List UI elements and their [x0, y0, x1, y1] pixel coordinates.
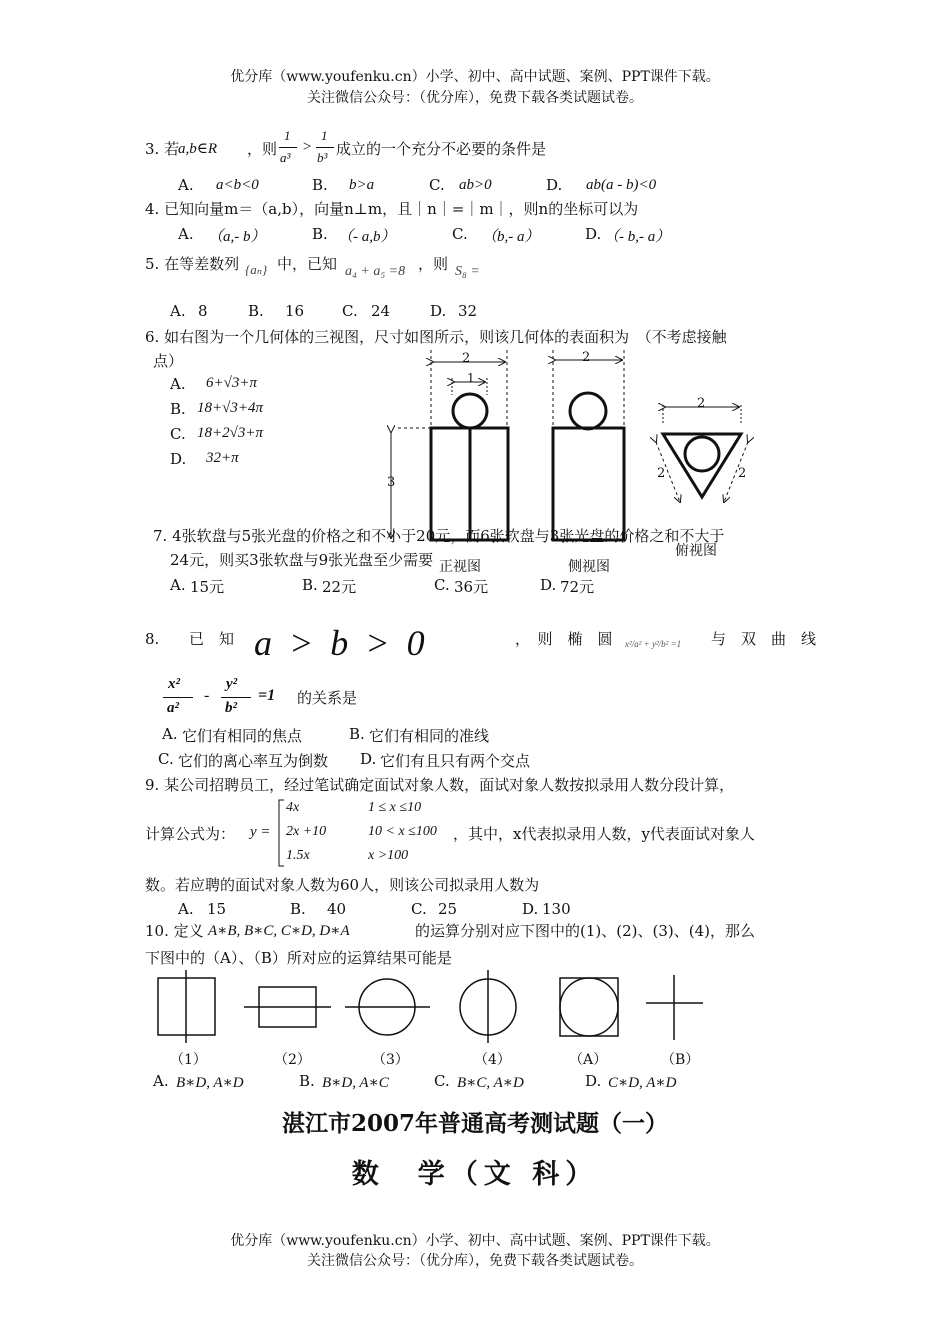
q6-line-2: 点）: [153, 352, 184, 370]
q8-option-c-label: C.: [158, 750, 174, 768]
q3-cond: a,b∈R: [178, 141, 218, 157]
q4-option-d-label: D.: [585, 225, 602, 243]
q9-option-a-label: A.: [178, 900, 194, 918]
q5-option-a-label: A.: [170, 302, 186, 320]
q10-fig-label-4: （4）: [474, 1052, 511, 1068]
q7-line-2: 24元，则买3张软盘与9张光盘至少需要: [170, 551, 434, 569]
q4-option-b: （- a,b）: [338, 229, 396, 245]
q3-mid: ，则: [247, 140, 278, 158]
q6-top-view-label: 俯视图: [675, 543, 717, 559]
q8-ellipse: x²/a² + y²/b² =1: [625, 639, 682, 649]
q9-line-3: 数。若应聘的面试对象人数为60人，则该公司拟录用人数为: [145, 876, 540, 894]
q3-frac2-den: b³: [317, 150, 328, 165]
q3-frac2-num: 1: [321, 128, 328, 143]
q10-fig-label-b: （B）: [661, 1052, 700, 1068]
q8-number: 8.: [145, 630, 160, 648]
q3-option-b: b>a: [349, 177, 375, 193]
q9-formula-prefix: 计算公式为：: [145, 825, 236, 843]
q9-case-1-expr: 4x: [286, 800, 300, 815]
q3-frac1-num: 1: [284, 128, 291, 143]
q3-option-c-label: C.: [429, 176, 445, 194]
q6-top-right-dim: 2: [738, 466, 747, 481]
q10-suffix: 的运算分别对应下图中的(1)、(2)、(3)、(4)，那么: [415, 922, 755, 940]
q5-option-c: 24: [371, 302, 391, 320]
q6-circle-dim: 1: [467, 371, 475, 385]
q6-option-d: 32+π: [206, 450, 239, 466]
q6-option-c: 18+2√3+π: [197, 425, 263, 441]
q5-option-d-label: D.: [430, 302, 447, 320]
q8-hyper-a: a²: [167, 700, 179, 716]
q10-ops: A∗B, B∗C, C∗D, D∗A: [208, 923, 350, 939]
q10-option-d-label: D.: [585, 1072, 602, 1090]
q5-prefix: 5. 在等差数列: [145, 255, 240, 273]
q10-option-d: C∗D, A∗D: [608, 1075, 677, 1091]
q7-option-c-label: C.: [434, 576, 450, 594]
q4-option-d: （- b,- a）: [604, 229, 671, 245]
q9-case-3-expr: 1.5x: [286, 848, 310, 863]
fig-b: [646, 975, 703, 1040]
q8-option-b: 它们有相同的准线: [369, 727, 490, 745]
fig-3: [345, 979, 430, 1035]
q8-option-d-label: D.: [360, 750, 377, 768]
q6-side-width-dim: 2: [582, 350, 591, 365]
q8-hyper-b: b²: [225, 700, 237, 716]
q8-option-a-label: A.: [162, 725, 178, 743]
q9-option-d: 130: [542, 900, 571, 918]
q6-top-width-dim: 2: [697, 396, 706, 411]
q3-option-d: ab(a - b)<0: [586, 177, 657, 193]
q7-option-a-label: A.: [170, 576, 186, 594]
q10-prefix: 10. 定义: [145, 922, 204, 940]
q6-option-a: 6+√3+π: [206, 375, 257, 391]
q8-hyper-y: y²: [226, 676, 238, 692]
q5-option-b: 16: [285, 302, 305, 320]
q9-case-3-cond: x >100: [368, 848, 409, 863]
q8-option-b-label: B.: [349, 725, 365, 743]
q4-option-a: （a,- b）: [208, 229, 266, 245]
q4-option-c-label: C.: [452, 225, 468, 243]
q7-option-b-label: B.: [302, 576, 318, 594]
q9-case-1-cond: 1 ≤ x ≤10: [368, 800, 422, 815]
q10-option-b-label: B.: [299, 1072, 315, 1090]
q9-case-2-cond: 10 < x ≤100: [368, 824, 437, 839]
footer-line-2: 关注微信公众号：（优分库），免费下载各类试题试卷。: [307, 1253, 643, 1269]
q3-option-a-label: A.: [178, 176, 194, 194]
q7-option-d-label: D.: [540, 576, 557, 594]
q3-option-c: ab>0: [459, 177, 492, 193]
q5-option-b-label: B.: [248, 302, 264, 320]
subject-title: 数 学（文 科）: [351, 1159, 599, 1190]
q6-side-view-label: 侧视图: [568, 559, 610, 575]
q5-option-c-label: C.: [342, 302, 358, 320]
q4-option-b-label: B.: [312, 225, 328, 243]
q5-seq: {aₙ}: [245, 262, 268, 277]
q6-height-dim: 3: [387, 475, 396, 490]
q9-option-b: 40: [327, 900, 347, 918]
q10-fig-label-a: （A）: [569, 1052, 608, 1068]
q5-option-d: 32: [458, 302, 478, 320]
fig-4: [460, 970, 516, 1043]
q10-option-c-label: C.: [434, 1072, 450, 1090]
q10-line-2: 下图中的（A）、（B）所对应的运算结果可能是: [145, 949, 452, 967]
footer-line-1: 优分库（www.youfenku.cn）小学、初中、高中试题、案例、PPT课件下载。: [230, 1233, 720, 1249]
q3-option-b-label: B.: [312, 176, 328, 194]
q5-mid2: ，则: [418, 255, 449, 273]
q8-option-d: 它们有且只有两个交点: [380, 752, 531, 770]
q7-option-b: 22元: [322, 578, 357, 596]
q9-line-1: 9. 某公司招聘员工，经过笔试确定面试对象人数，面试对象人数按拟录用人数分段计算，: [145, 776, 735, 794]
q9-option-d-label: D.: [522, 900, 539, 918]
q6-option-d-label: D.: [170, 450, 187, 468]
q10-option-a: B∗D, A∗D: [176, 1075, 244, 1091]
q6-option-a-label: A.: [170, 375, 186, 393]
q4-option-c: （b,- a）: [482, 229, 540, 245]
q6-top-left-dim: 2: [657, 466, 666, 481]
fig-1: [158, 970, 215, 1043]
q5-target: S₈ =: [455, 264, 480, 279]
q10-option-b: B∗D, A∗C: [322, 1075, 389, 1091]
q7-option-a: 15元: [190, 578, 225, 596]
q8-suffix: 的关系是: [297, 689, 358, 707]
fig-a: [560, 978, 618, 1036]
q3-option-a: a<b<0: [216, 177, 259, 193]
q10-fig-label-1: （1）: [170, 1052, 207, 1068]
q6-front-width-dim: 2: [462, 351, 471, 366]
q6-option-c-label: C.: [170, 425, 186, 443]
q6-option-b-label: B.: [170, 400, 186, 418]
q8-known: 已 知: [189, 630, 235, 648]
q8-option-a: 它们有相同的焦点: [182, 727, 303, 745]
q8-hyper-minus: -: [204, 687, 210, 704]
q3-frac1-den: a³: [280, 150, 291, 165]
q5-mid: 中，已知: [277, 255, 338, 273]
q9-after: ，其中，x代表拟录用人数，y代表面试对象人: [453, 825, 755, 843]
q6-line-1: 6. 如右图为一个几何体的三视图，尺寸如图所示，则该几何体的表面积为 （不考虑接触: [145, 328, 727, 346]
q9-y-eq: y =: [250, 824, 271, 840]
q5-cond: a₄ + a₅ =8: [345, 264, 406, 279]
q8-hyper-eq: =1: [258, 687, 276, 704]
q7-option-d: 72元: [560, 578, 595, 596]
q9-case-2-expr: 2x +10: [286, 824, 327, 839]
q3-option-d-label: D.: [546, 176, 563, 194]
q9-option-b-label: B.: [290, 900, 306, 918]
q4-option-a-label: A.: [178, 225, 194, 243]
q8-then: ， 则 椭 圆: [515, 630, 613, 648]
q4-text: 4. 已知向量m＝（a,b），向量n⊥m，且｜n｜=｜m｜，则n的坐标可以为: [145, 200, 639, 218]
q8-option-c: 它们的离心率互为倒数: [178, 752, 329, 770]
q3-prefix: 3. 若: [145, 140, 180, 158]
q10-fig-label-3: （3）: [372, 1052, 409, 1068]
q6-option-b: 18+√3+4π: [197, 400, 263, 416]
fig-2: [244, 987, 331, 1027]
header-line-2: 关注微信公众号：（优分库），免费下载各类试题试卷。: [307, 90, 643, 106]
q6-front-view-label: 正视图: [439, 559, 481, 575]
q8-big-inequality: a > b > 0: [254, 623, 429, 663]
q9-option-c-label: C.: [411, 900, 427, 918]
q10-option-c: B∗C, A∗D: [457, 1075, 524, 1091]
exam-title: 湛江市2007年普通高考测试题（一）: [281, 1110, 668, 1137]
q8-hyper-x: x²: [168, 676, 180, 692]
q3-gt: >: [302, 139, 313, 155]
q7-option-c: 36元: [454, 578, 489, 596]
q10-option-a-label: A.: [153, 1072, 169, 1090]
q3-suffix: 成立的一个充分不必要的条件是: [336, 140, 547, 158]
q9-option-a: 15: [207, 900, 227, 918]
q8-and: 与 双 曲 线: [711, 630, 817, 648]
header-line-1: 优分库（www.youfenku.cn）小学、初中、高中试题、案例、PPT课件下载。: [230, 69, 720, 85]
q10-fig-label-2: （2）: [274, 1052, 311, 1068]
q7-line-1: 7. 4张软盘与5张光盘的价格之和不小于20元，而6张软盘与3张光盘的价格之和不大于: [153, 527, 725, 545]
q5-option-a: 8: [198, 302, 208, 320]
q9-option-c: 25: [438, 900, 458, 918]
